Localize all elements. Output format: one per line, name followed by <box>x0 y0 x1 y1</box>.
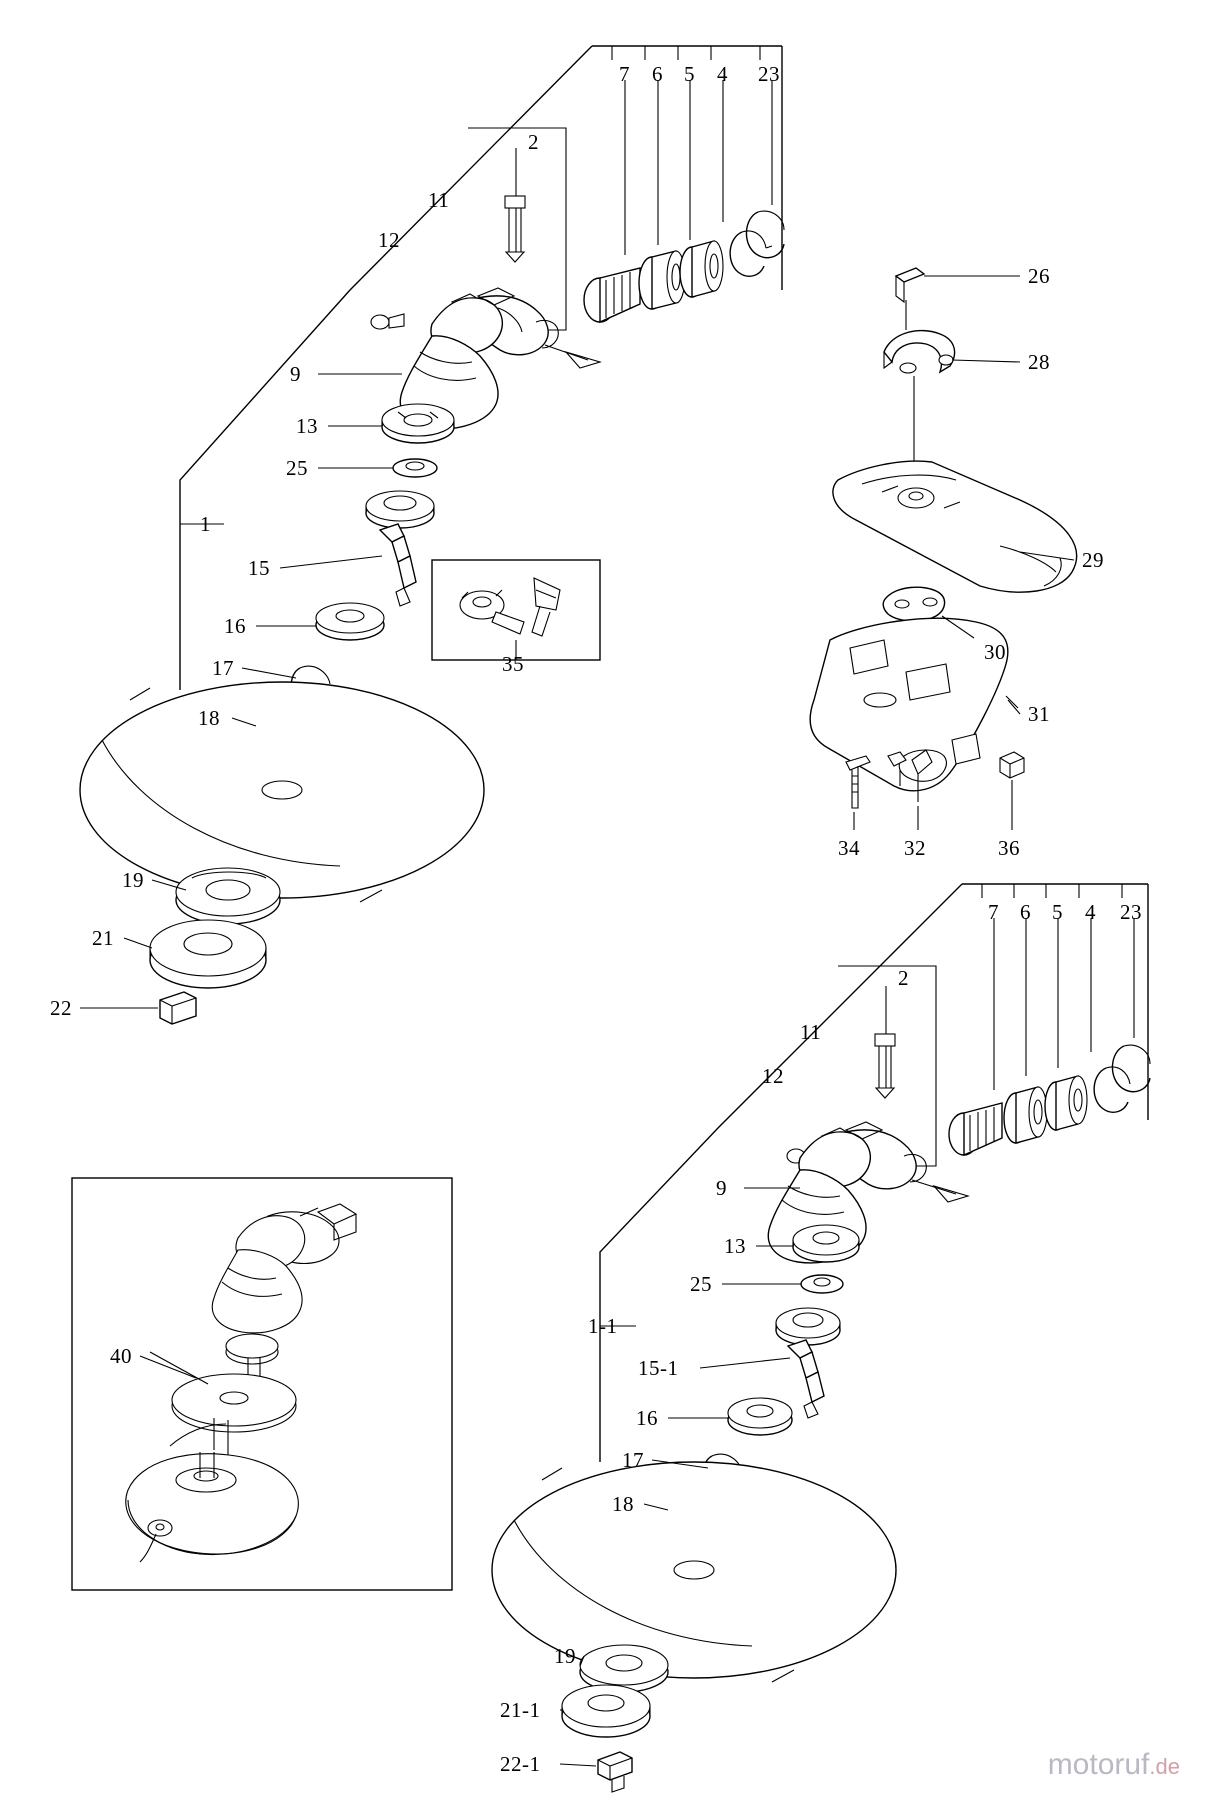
callout-21: 21 <box>92 926 114 950</box>
callout-22: 22 <box>50 996 72 1020</box>
part-30-clamp <box>883 587 944 621</box>
part-22-nut <box>160 992 196 1024</box>
callout-15-1: 15-1 <box>638 1356 679 1380</box>
callout-19: 19 <box>122 868 144 892</box>
callout-9: 9 <box>290 362 301 386</box>
part-4-snap-ring <box>730 231 772 276</box>
part-36-nut <box>1000 752 1024 806</box>
watermark-main: motoruf <box>1047 1748 1150 1781</box>
callout-18-lower: 18 <box>612 1492 634 1516</box>
callout-31: 31 <box>1028 702 1050 726</box>
callout-16: 16 <box>224 614 246 638</box>
callout-5: 5 <box>684 62 695 86</box>
callout-12-lower: 12 <box>762 1064 784 1088</box>
part-7-pinion-lower <box>949 1103 1002 1155</box>
callout-34: 34 <box>838 836 860 860</box>
lower-hub <box>776 1308 840 1345</box>
part-31-guard <box>810 618 1008 790</box>
part-25-washer <box>393 459 437 477</box>
callout-17: 17 <box>212 656 234 680</box>
part-2-screw <box>505 196 525 262</box>
callout-4-lower: 4 <box>1085 900 1096 924</box>
callout-36: 36 <box>998 836 1020 860</box>
callout-1-1: 1-1 <box>588 1314 618 1338</box>
callout-21-1: 21-1 <box>500 1698 541 1722</box>
part-13-flange-lower <box>793 1225 859 1262</box>
part-29-bracket <box>833 461 1077 592</box>
callout-35: 35 <box>502 652 524 676</box>
part-5-bearing-lower <box>1045 1076 1087 1130</box>
part-16-cup-washer <box>316 603 384 640</box>
callout-2: 2 <box>528 130 539 154</box>
callout-23-lower: 23 <box>1120 900 1142 924</box>
part-19-washer-lower <box>580 1645 668 1692</box>
callout-25: 25 <box>286 456 308 480</box>
part-6-bearing <box>639 251 685 309</box>
part-13-flange <box>382 404 454 443</box>
part-22-1-bolt <box>598 1752 632 1792</box>
callout-11-lower: 11 <box>800 1020 822 1044</box>
callout-7: 7 <box>619 62 630 86</box>
watermark-suffix: .de <box>1149 1754 1180 1779</box>
callout-17-lower: 17 <box>622 1448 644 1472</box>
part-7-pinion <box>584 268 640 322</box>
callout-29: 29 <box>1082 548 1104 572</box>
callout-23: 23 <box>758 62 780 86</box>
part-15-1-shaft <box>788 1340 824 1418</box>
part-21-1-cup <box>562 1685 650 1737</box>
callout-12: 12 <box>378 228 400 252</box>
part-19-washer <box>176 868 280 924</box>
callout-1: 1 <box>200 512 211 536</box>
part-2-screw-lower <box>875 1034 895 1098</box>
callout-25-lower: 25 <box>690 1272 712 1296</box>
callout-32: 32 <box>904 836 926 860</box>
callout-40: 40 <box>110 1344 132 1368</box>
callout-11: 11 <box>428 188 450 212</box>
part-28-clamp <box>884 331 955 373</box>
callout-19-lower: 19 <box>554 1644 576 1668</box>
part-5-bearing <box>680 241 723 297</box>
callout-2-lower: 2 <box>898 966 909 990</box>
part-23-circlip <box>746 211 784 258</box>
upper-hub <box>366 491 434 528</box>
part-15-shaft <box>380 524 416 606</box>
part-26-bolt <box>896 268 924 302</box>
callout-16-lower: 16 <box>636 1406 658 1430</box>
callout-6: 6 <box>652 62 663 86</box>
callout-4: 4 <box>717 62 728 86</box>
callout-22-1: 22-1 <box>500 1752 541 1776</box>
part-12-screw <box>371 314 404 329</box>
part-25-washer-lower <box>801 1275 843 1293</box>
part-34-screw <box>846 756 870 808</box>
saw-blade-lower <box>492 1462 896 1682</box>
callout-13: 13 <box>296 414 318 438</box>
callout-7-lower: 7 <box>988 900 999 924</box>
callout-9-lower: 9 <box>716 1176 727 1200</box>
callout-30: 30 <box>984 640 1006 664</box>
callout-18: 18 <box>198 706 220 730</box>
part-16-cup-washer-lower <box>728 1398 792 1435</box>
callout-6-lower: 6 <box>1020 900 1031 924</box>
part-6-bearing-lower <box>1004 1087 1047 1143</box>
nylon-head-inset-box <box>72 1178 452 1590</box>
callout-13-lower: 13 <box>724 1234 746 1258</box>
callout-15: 15 <box>248 556 270 580</box>
callout-28: 28 <box>1028 350 1050 374</box>
part-21-cup <box>150 920 266 988</box>
callout-26: 26 <box>1028 264 1050 288</box>
callout-5-lower: 5 <box>1052 900 1063 924</box>
watermark <box>1048 1748 1180 1782</box>
